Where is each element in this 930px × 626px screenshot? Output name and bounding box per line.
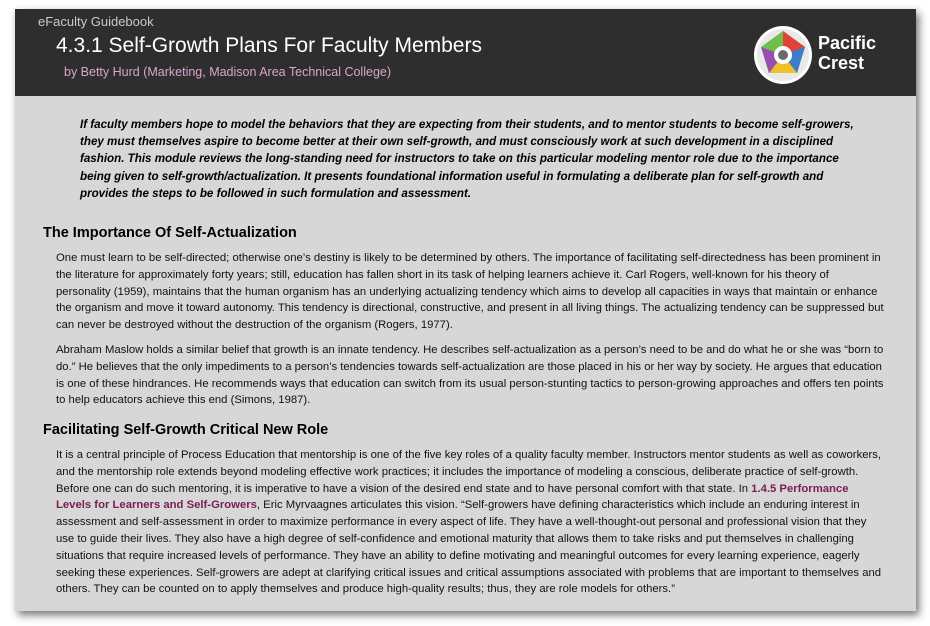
mentorship-text-end: , Eric Myrvaagnes articulates this vision. “Self-growers have defining characteristics which include an enduring interest in assessment and self-assessment in order to maximize performance in every aspect of life. They have a well-thought-out personal and professional vision that they use to guide their lives. They also have a high degree of self-confidence and emotional maturity that allows them to take risks and put themselves in challenging situations that require increased levels of performance. They have an ability to define motivating and meaningful outcomes for every learning experience, eagerly seeking these experiences. Self-growers are adept at clarifying critical issues and critical assumptions associated with problems that are important to themselves and others. They can be counted on to apply themselves and produce high-quality results; thus, they are role models for others.”: [56, 499, 882, 596]
guidebook-label: eFaculty Guidebook: [38, 14, 154, 29]
section-heading-self-actualization: The Importance Of Self-Actualization: [43, 225, 297, 241]
logo-wordmark: [818, 33, 876, 73]
performance-levels-link[interactable]: 1.4.5 Performance Levels for Learners and Self-Growers: [56, 482, 849, 512]
author-byline: by Betty Hurd (Marketing, Madison Area Technical College): [64, 65, 392, 79]
paragraph-mentorship: [56, 447, 886, 598]
paragraph-rogers: One must learn to be self-directed; otherwise one’s destiny is likely to be determined by others. The importance of facilitating self-directedness has been prominent in the literature for approximately forty years; still, education has fallen short in its task of helping learners achieve it. Carl Rogers, well-known for his theory of personality (1959), maintains that the human organism has an underlying actualizing tendency which aims to develop all capacities in ways that maintain or enhance the organism and move it toward autonomy. This tendency is directional, constructive, and present in all living things. The actualizing tendency can be suppressed but can never be destroyed without the destruction of the organism (Rogers, 1977).: [56, 252, 884, 332]
logo-emblem-icon: [753, 23, 813, 87]
page-content: [15, 96, 916, 611]
pacific-crest-logo[interactable]: [753, 23, 903, 87]
page-frame: [15, 9, 916, 611]
logo-line-1: Pacific: [818, 33, 877, 53]
page-header: [15, 9, 916, 96]
logo-line-2: Crest: [818, 53, 865, 73]
intro-abstract: If faculty members hope to model the behaviors that they are expecting from their students, and to mentor students to become self-growers, they must themselves aspire to become better at their own self-growth, and must consciously work at such development in a disciplined fashion. This module reviews the long-standing need for instructors to take on this particular modeling mentor role due to the importance being given to self-growth/actualization. It presents foundational information useful in formulating a deliberate plan for self-growth and provides the steps to be followed in such formulation and assessment.: [80, 118, 854, 200]
section-heading-self-growth-role: Facilitating Self-Growth Critical New Role: [43, 422, 329, 438]
paragraph-maslow: Abraham Maslow holds a similar belief that growth is an innate tendency. He describes self-actualization as a person’s need to be and do what he or she was “born to do.” He believes that the only impediments to a person’s tendencies towards self-actualization are those placed in his or her way by society. He argues that education is one of these hindrances. He recommends ways that education can switch from its usual person-stunting tactics to person-growing approaches and offers ten points to help educators achieve this end (Simons, 1987).: [56, 344, 884, 407]
mentorship-text-start: It is a central principle of Process Education that mentorship is one of the five key roles of a quality faculty member. Instructors mentor students as well as coworkers, and the mentorship role extends beyond modeling effective work practices; it includes the importance of modeling a conscious, deliberate practice of self-growth. Before one can do such mentoring, it is imperative to have a vision of the desired end state and to have personal comfort with that state. In: [56, 449, 882, 495]
page-title: 4.3.1 Self-Growth Plans For Faculty Members: [56, 34, 482, 57]
